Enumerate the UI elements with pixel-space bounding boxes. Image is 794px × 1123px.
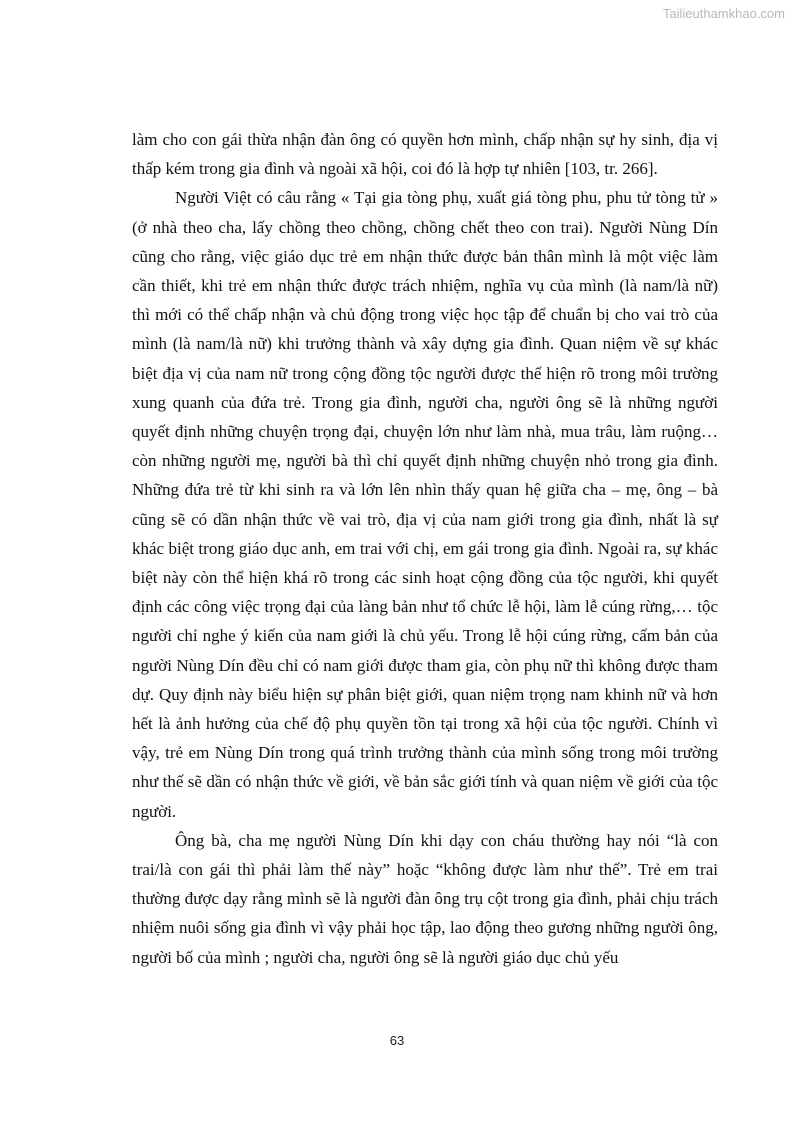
page-number: 63 [389, 1033, 405, 1048]
paragraph-main: Người Việt có câu rằng « Tại gia tòng phụ, xuất giá tòng phu, phu tử tòng tử » (ở nhà theo cha, lấy chồng theo chồng, chồng chết theo con trai). Người Nùng Dín cũng cho rằng, việc giáo dục trẻ em nhận thức được bản thân mình là một việc làm cần thiết, khi trẻ em nhận thức được trách nhiệm, nghĩa vụ của mình (là nam/là nữ) thì mới có thể chấp nhận và chủ động trong việc học tập để chuẩn bị cho vai trò của mình (là nam/là nữ) khi trưởng thành và xây dựng gia đình. Quan niệm về sự khác biệt địa vị của nam nữ trong cộng đồng tộc người được thể hiện rõ trong môi trường xung quanh của đứa trẻ. Trong gia đình, người cha, người ông sẽ là những người quyết định những chuyện trọng đại, chuyện lớn như làm nhà, mua trâu, làm ruộng… còn những người mẹ, người bà thì chỉ quyết định những chuyện nhỏ trong gia đình. Những đứa trẻ từ khi sinh ra và lớn lên nhìn thấy quan hệ giữa cha – mẹ, ông – bà cũng sẽ có dần nhận thức về vai trò, địa vị của nam giới trong gia đình, nhất là sự khác biệt trong giáo dục anh, em trai với chị, em gái trong gia đình. Ngoài ra, sự khác biệt này còn thể hiện khá rõ trong các sinh hoạt cộng đồng của tộc người, khi quyết định các công việc trọng đại của làng bản như tổ chức lễ hội, làm lễ cúng rừng,… tộc người chỉ nghe ý kiến của nam giới là chủ yếu. Trong lễ hội cúng rừng, cấm bản của người Nùng Dín đều chỉ có nam giới được tham gia, còn phụ nữ thì không được tham dự. Quy định này biểu hiện sự phân biệt giới, quan niệm trọng nam khinh nữ và hơn hết là ảnh hưởng của chế độ phụ quyền tồn tại trong xã hội của tộc người. Chính vì vậy, trẻ em Nùng Dín trong quá trình trưởng thành của mình sống trong môi trường như thế sẽ dần có nhận thức về giới, về bản sắc giới tính và quan niệm về giới của tộc người. [132, 188, 718, 821]
paragraph-continuation: làm cho con gái thừa nhận đàn ông có quyền hơn mình, chấp nhận sự hy sinh, địa vị thấp kém trong gia đình và ngoài xã hội, coi đó là hợp tự nhiên [103, tr. 266]. [132, 130, 718, 179]
watermark-text: Tailieuthamkhao.com [662, 6, 785, 21]
page-body [132, 125, 718, 972]
paragraph-closing: Ông bà, cha mẹ người Nùng Dín khi dạy con cháu thường hay nói “là con trai/là con gái thì phải làm thế này” hoặc “không được làm như thế”. Trẻ em trai thường được dạy rằng mình sẽ là người đàn ông trụ cột trong gia đình, phải chịu trách nhiệm nuôi sống gia đình vì vậy phải học tập, lao động theo gương những người ông, người bố của mình ; người cha, người ông sẽ là người giáo dục chủ yếu [132, 830, 718, 967]
